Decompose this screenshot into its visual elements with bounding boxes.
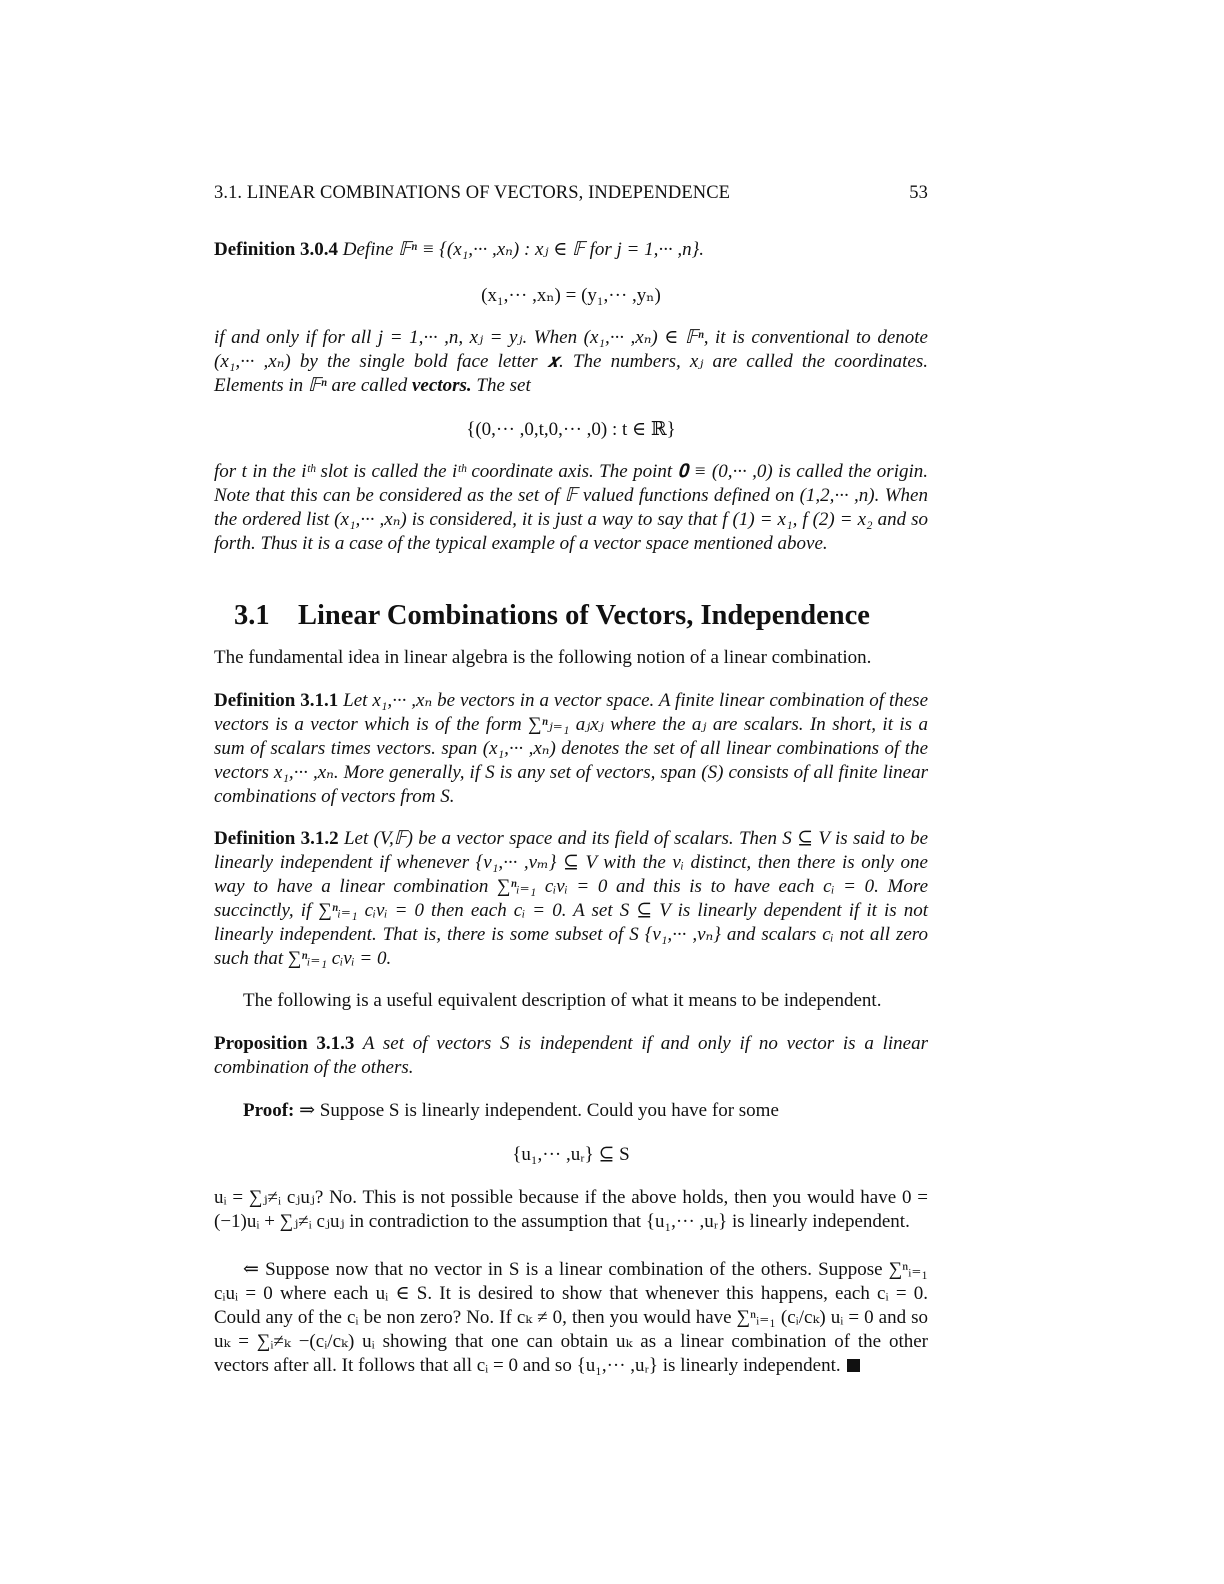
proof-paragraph-2-text: ⇐ Suppose now that no vector in S is a linear combination of the others. Suppose ∑ⁿᵢ₌₁ cᵢuᵢ = 0 where each uᵢ ∈ S. It is desired to show that whenever this happens, each cᵢ = 0. Could any of the cᵢ be non zero? No. If cₖ ≠ 0, then you would have ∑ⁿᵢ₌₁ (cᵢ/cₖ) uᵢ = 0 and so uₖ = ∑ᵢ≠ₖ −(cᵢ/cₖ) uᵢ showing that one can obtain uₖ as a linear combination of the other vectors after all. It follows that all cᵢ = 0 and so {u₁,··· ,uᵣ} is linearly independent.: [214, 1259, 928, 1376]
following-paragraph: The following is a useful equivalent description of what it means to be independent.: [243, 990, 882, 1011]
proof-opening: [214, 1099, 928, 1123]
display-coordinate-axis-set: {(0,··· ,0,t,0,··· ,0) : t ∈ ℝ}: [466, 419, 676, 440]
page-number: 53: [909, 183, 928, 203]
proposition-text: A set of vectors S is independent if and only if no vector is a linear combination of the others.: [214, 1033, 929, 1078]
definition-text: Let (V,𝔽) be a vector space and its field of scalars. Then S ⊆ V is said to be linearly independent if whenever {v₁,··· ,vₘ} ⊆ V with the vᵢ distinct, then there is only one way to have a linear combination ∑ⁿᵢ₌₁ cᵢvᵢ = 0 and this is to have each cᵢ = 0. More succinctly, if ∑ⁿᵢ₌₁ cᵢvᵢ = 0 then each cᵢ = 0. A set S ⊆ V is linearly dependent if it is not linearly independent. That is, there is some subset of S {v₁,··· ,vₙ} and scalars cᵢ not all zero such that ∑ⁿᵢ₌₁ cᵢvᵢ = 0.: [214, 828, 928, 969]
proof-paragraph-1: uᵢ = ∑ⱼ≠ᵢ cⱼuⱼ? No. This is not possible because if the above holds, then you would have 0 = (−1)uᵢ + ∑ⱼ≠ᵢ cⱼuⱼ in contradiction to the assumption that {u₁,··· ,uᵣ} is linearly independent.: [214, 1187, 928, 1232]
definition-text: Let x₁,··· ,xₙ be vectors in a vector space. A finite linear combination of these vectors is a vector which is of the form ∑ⁿⱼ₌₁ aⱼxⱼ where the aⱼ are scalars. In short, it is a sum of scalars times vectors. span (x₁,··· ,xₙ) denotes the set of all linear combinations of the vectors x₁,··· ,xₙ. More generally, if S is any set of vectors, span (S) consists of all finite linear combinations of vectors from S.: [214, 690, 928, 807]
section-number: 3.1: [234, 600, 270, 631]
qed-square-icon: [847, 1359, 860, 1372]
proof-label: Proof:: [243, 1100, 295, 1121]
definition-3-1-1: [214, 689, 928, 809]
display-subset: {u₁,··· ,uᵣ} ⊆ S: [512, 1144, 630, 1165]
proposition-3-1-3: [214, 1032, 928, 1080]
definition-label: Definition 3.1.2: [214, 828, 339, 849]
definition-3-0-4-intro: [214, 238, 928, 262]
vectors-term: vectors.: [412, 375, 472, 396]
section-heading: [234, 600, 870, 632]
proof-paragraph-2: [214, 1258, 928, 1378]
display-equation-equality: (x₁,··· ,xₙ) = (y₁,··· ,yₙ): [481, 285, 661, 306]
running-header: [214, 183, 928, 204]
definition-body-text: if and only if for all j = 1,··· ,n, xⱼ = yⱼ. When (x₁,··· ,xₙ) ∈ 𝔽ⁿ, it is conventional to denote (x₁,··· ,xₙ) by the single bold face letter 𝒙. The numbers, xⱼ are called the coordinates. Elements in 𝔽ⁿ are called: [214, 327, 928, 396]
proof-first-line: ⇒ Suppose S is linearly independent. Could you have for some: [299, 1100, 779, 1121]
definition-3-0-4-body: [214, 326, 928, 398]
running-title: 3.1. LINEAR COMBINATIONS OF VECTORS, INDEPENDENCE: [214, 183, 731, 203]
definition-label: Definition 3.0.4: [214, 239, 339, 260]
definition-body-end: The set: [476, 375, 531, 396]
section-intro: The fundamental idea in linear algebra is the following notion of a linear combination.: [214, 647, 872, 668]
proposition-label: Proposition 3.1.3: [214, 1033, 355, 1054]
definition-intro-text: Define 𝔽ⁿ ≡ {(x₁,··· ,xₙ) : xⱼ ∈ 𝔽 for j = 1,··· ,n}.: [342, 239, 704, 260]
definition-3-1-2: [214, 827, 928, 971]
definition-label: Definition 3.1.1: [214, 690, 339, 711]
section-title: Linear Combinations of Vectors, Independence: [298, 600, 870, 631]
definition-3-0-4-continuation: for t in the iᵗʰ slot is called the iᵗʰ coordinate axis. The point 𝟎 ≡ (0,··· ,0) is called the origin. Note that this can be considered as the set of 𝔽 valued functions defined on (1,2,··· ,n). When the ordered list (x₁,··· ,xₙ) is considered, it is just a way to say that f (1) = x₁, f (2) = x₂ and so forth. Thus it is a case of the typical example of a vector space mentioned above.: [214, 461, 928, 554]
